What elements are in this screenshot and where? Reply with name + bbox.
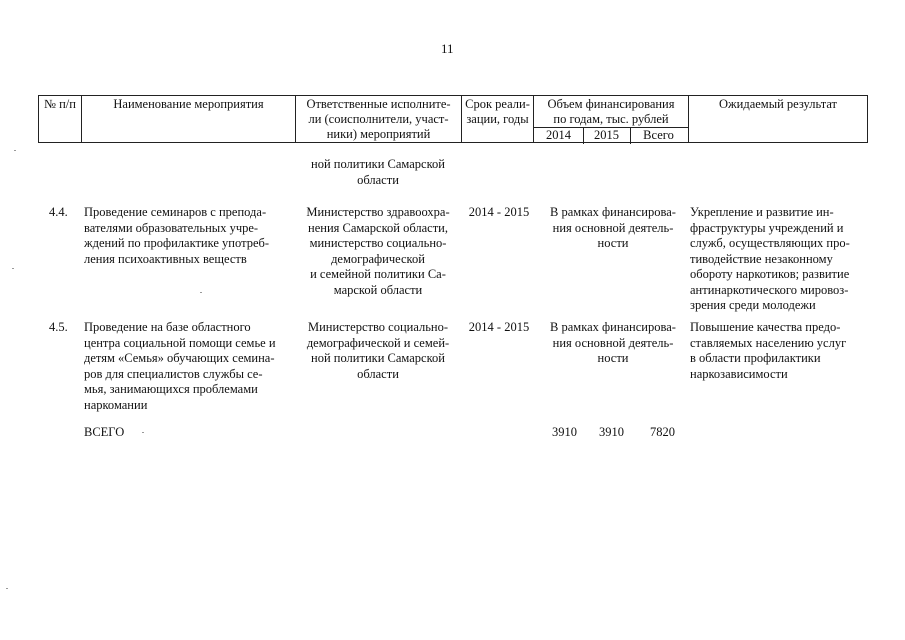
responsible-line: и семейной политики Са- (310, 267, 446, 281)
result-line: обороту наркотиков; развитие (690, 267, 850, 281)
header-name-label: Наименование мероприятия (113, 97, 264, 111)
event-name-line: ров для специалистов службы се- (84, 366, 263, 381)
expected-result (690, 205, 866, 314)
responsible-executors (296, 320, 460, 382)
page-number: 11 (441, 41, 454, 56)
header-responsible-line: ники) мероприятий (326, 127, 431, 141)
total-2015: 3910 (599, 425, 624, 439)
responsible-line: марской области (333, 282, 423, 297)
financing-line: ности (597, 351, 629, 365)
result-line: Укрепление и развитие ин- (690, 205, 834, 219)
total-2014: 3910 (552, 425, 577, 439)
responsible-line: нения Самарской области, (308, 220, 448, 235)
responsible-line: демографической (331, 251, 425, 266)
header-responsible (296, 96, 462, 142)
result-line: Повышение качества предо- (690, 320, 841, 334)
responsible-line: демографической и семей- (306, 335, 450, 350)
implementation-term: 2014 - 2015 (468, 205, 530, 219)
header-responsible-line: ли (соисполнители, участ- (308, 112, 449, 126)
result-line: наркозависимости (690, 366, 788, 381)
row-number: 4.5. (49, 320, 68, 334)
header-number-label: № п/п (44, 97, 76, 111)
expected-result (690, 320, 866, 382)
scan-speck (6, 588, 8, 589)
financing-years-row (534, 127, 688, 144)
financing-note (538, 320, 688, 367)
total-all: 7820 (650, 425, 675, 439)
scan-speck (12, 268, 14, 269)
financing-line: В рамках финансирова- (550, 205, 676, 219)
header-financing (534, 96, 689, 142)
result-line: фраструктуры учреждений и (690, 220, 844, 235)
header-financing-line: Объем финансирования (547, 97, 675, 111)
header-term-line: Срок реали- (465, 97, 530, 111)
event-name (84, 205, 292, 267)
result-line: в области профилактики (690, 351, 821, 365)
header-term-line: зации, годы (466, 112, 529, 126)
event-name-line: мья, занимающихся проблемами (84, 382, 258, 396)
total-label: ВСЕГО (84, 425, 125, 439)
responsible-line: Министерство социально- (307, 320, 449, 334)
year-2015-header: 2015 (583, 128, 631, 144)
event-name-line: наркомании (84, 397, 148, 412)
result-line: ставляемых населению услуг (690, 335, 847, 350)
result-line: служб, осуществляющих про- (690, 236, 850, 250)
scan-speck (14, 150, 16, 151)
total-header: Всего (643, 128, 674, 142)
event-name-line: вателями образовательных учре- (84, 220, 259, 235)
continuation-line: ной политики Самарской (311, 157, 445, 171)
event-name-line: ления психоактивных веществ (84, 251, 247, 266)
event-name-line: ждений по профилактике употреб- (84, 236, 270, 250)
header-result (689, 96, 867, 142)
financing-line: ния основной деятель- (552, 335, 674, 350)
table-header (38, 95, 868, 143)
header-result-label: Ожидаемый результат (718, 97, 838, 111)
scan-speck (200, 292, 202, 293)
continuation-text (295, 157, 461, 188)
result-line: антинаркотического мировоз- (690, 282, 849, 297)
result-line: тиводействие незаконному (690, 251, 833, 266)
event-name-line: детям «Семья» обучающих семина- (84, 351, 275, 365)
scan-speck (142, 432, 144, 433)
financing-note (538, 205, 688, 252)
row-number: 4.4. (49, 205, 68, 219)
event-name-line: центра социальной помощи семье и (84, 335, 276, 350)
header-number (39, 96, 82, 142)
responsible-line: министерство социально- (309, 236, 447, 250)
implementation-term: 2014 - 2015 (468, 320, 530, 334)
event-name-line: Проведение на базе областного (84, 320, 251, 334)
result-line: зрения среди молодежи (690, 298, 816, 312)
header-name (82, 96, 296, 142)
responsible-line: ной политики Самарской (311, 351, 445, 365)
responsible-executors (296, 205, 460, 298)
year-2014-header: 2014 (534, 128, 584, 144)
event-name (84, 320, 292, 413)
responsible-line: Министерство здравоохра- (306, 205, 450, 219)
header-responsible-line: Ответственные исполните- (306, 97, 451, 111)
financing-line: ния основной деятель- (552, 220, 674, 235)
header-financing-line: по годам, тыс. рублей (553, 112, 669, 126)
financing-line: В рамках финансирова- (550, 320, 676, 334)
event-name-line: Проведение семинаров с препода- (84, 205, 267, 219)
header-term (462, 96, 534, 142)
financing-line: ности (597, 236, 629, 250)
responsible-line: области (357, 366, 399, 381)
continuation-line: области (357, 172, 399, 187)
